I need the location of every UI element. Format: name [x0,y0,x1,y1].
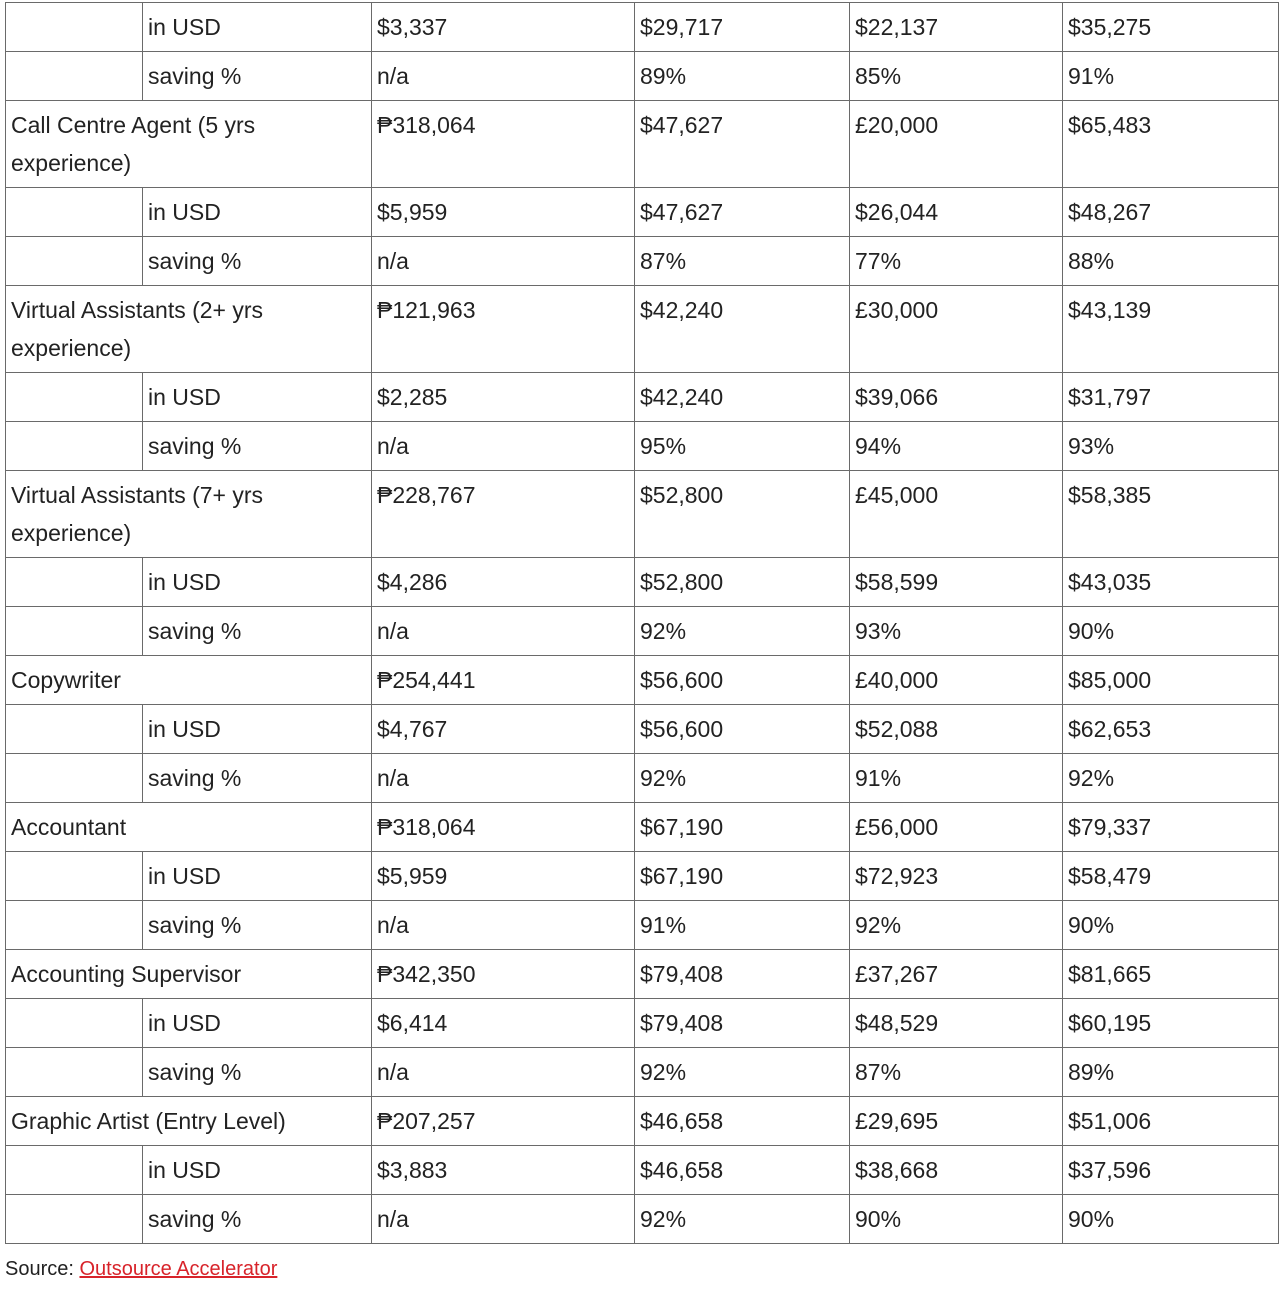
table-row-role [6,1097,1279,1146]
table-row-sub [6,1146,1279,1195]
table-row-role [6,471,1279,558]
role-label-cell: Virtual Assistants (7+ yrs experience) [6,471,372,558]
table-row-sub [6,607,1279,656]
value-cell: $79,337 [1063,803,1279,852]
value-cell: $5,959 [372,852,635,901]
value-cell: $43,035 [1063,558,1279,607]
table-row-sub [6,188,1279,237]
value-cell: $56,600 [635,705,850,754]
sub-label-cell: in USD [143,373,372,422]
value-cell: £40,000 [850,656,1063,705]
table-row-sub [6,237,1279,286]
value-cell: $31,797 [1063,373,1279,422]
value-cell: 87% [850,1048,1063,1097]
value-cell: 77% [850,237,1063,286]
empty-cell [6,754,143,803]
table-row-sub [6,999,1279,1048]
value-cell: 87% [635,237,850,286]
table-row-sub [6,373,1279,422]
value-cell: ₱228,767 [372,471,635,558]
value-cell: ₱121,963 [372,286,635,373]
value-cell: $85,000 [1063,656,1279,705]
value-cell: n/a [372,1195,635,1244]
value-cell: $58,599 [850,558,1063,607]
value-cell: $56,600 [635,656,850,705]
value-cell: $52,088 [850,705,1063,754]
value-cell: $26,044 [850,188,1063,237]
table-row-sub [6,754,1279,803]
table-row-sub [6,3,1279,52]
empty-cell [6,237,143,286]
value-cell: 85% [850,52,1063,101]
value-cell: 94% [850,422,1063,471]
table-row-role [6,803,1279,852]
value-cell: $6,414 [372,999,635,1048]
value-cell: n/a [372,754,635,803]
value-cell: 92% [635,1048,850,1097]
value-cell: 91% [1063,52,1279,101]
value-cell: 92% [850,901,1063,950]
table-row-sub [6,852,1279,901]
value-cell: n/a [372,1048,635,1097]
value-cell: 95% [635,422,850,471]
value-cell: $35,275 [1063,3,1279,52]
value-cell: n/a [372,607,635,656]
role-label-cell: Accounting Supervisor [6,950,372,999]
value-cell: $3,337 [372,3,635,52]
value-cell: £37,267 [850,950,1063,999]
empty-cell [6,901,143,950]
sub-label-cell: saving % [143,754,372,803]
empty-cell [6,188,143,237]
value-cell: ₱318,064 [372,803,635,852]
table-row-sub [6,1195,1279,1244]
value-cell: $46,658 [635,1146,850,1195]
value-cell: $58,479 [1063,852,1279,901]
value-cell: ₱342,350 [372,950,635,999]
value-cell: $52,800 [635,471,850,558]
value-cell: £45,000 [850,471,1063,558]
value-cell: 92% [635,607,850,656]
table-row-role [6,286,1279,373]
table-row-sub [6,52,1279,101]
sub-label-cell: saving % [143,1195,372,1244]
value-cell: $47,627 [635,101,850,188]
source-credit [5,1257,277,1281]
value-cell: $39,066 [850,373,1063,422]
value-cell: 91% [635,901,850,950]
table-row-sub [6,422,1279,471]
value-cell: $60,195 [1063,999,1279,1048]
value-cell: 93% [850,607,1063,656]
empty-cell [6,705,143,754]
value-cell: $29,717 [635,3,850,52]
empty-cell [6,558,143,607]
value-cell: $79,408 [635,950,850,999]
value-cell: 92% [635,754,850,803]
value-cell: ₱207,257 [372,1097,635,1146]
value-cell: $43,139 [1063,286,1279,373]
value-cell: n/a [372,901,635,950]
value-cell: $37,596 [1063,1146,1279,1195]
value-cell: 93% [1063,422,1279,471]
value-cell: $2,285 [372,373,635,422]
empty-cell [6,1146,143,1195]
value-cell: $22,137 [850,3,1063,52]
value-cell: $46,658 [635,1097,850,1146]
value-cell: 90% [1063,1195,1279,1244]
value-cell: 90% [1063,607,1279,656]
value-cell: $79,408 [635,999,850,1048]
table-row-role [6,101,1279,188]
value-cell: $58,385 [1063,471,1279,558]
value-cell: $3,883 [372,1146,635,1195]
value-cell: £30,000 [850,286,1063,373]
sub-label-cell: in USD [143,705,372,754]
empty-cell [6,1048,143,1097]
salary-comparison-table [5,2,1279,1244]
value-cell: 89% [635,52,850,101]
sub-label-cell: saving % [143,1048,372,1097]
role-label-cell: Call Centre Agent (5 yrs experience) [6,101,372,188]
value-cell: $4,767 [372,705,635,754]
source-prefix: Source: [5,1258,80,1280]
table-row-sub [6,1048,1279,1097]
value-cell: $48,267 [1063,188,1279,237]
value-cell: n/a [372,52,635,101]
value-cell: 88% [1063,237,1279,286]
sub-label-cell: in USD [143,188,372,237]
value-cell: $48,529 [850,999,1063,1048]
table-row-role [6,950,1279,999]
value-cell: $67,190 [635,803,850,852]
role-label-cell: Copywriter [6,656,372,705]
sub-label-cell: saving % [143,901,372,950]
value-cell: 92% [1063,754,1279,803]
sub-label-cell: saving % [143,237,372,286]
value-cell: £20,000 [850,101,1063,188]
value-cell: £29,695 [850,1097,1063,1146]
empty-cell [6,852,143,901]
value-cell: $81,665 [1063,950,1279,999]
value-cell: $67,190 [635,852,850,901]
sub-label-cell: in USD [143,558,372,607]
role-label-cell: Virtual Assistants (2+ yrs experience) [6,286,372,373]
source-link[interactable]: Outsource Accelerator [79,1258,278,1280]
role-label-cell: Accountant [6,803,372,852]
empty-cell [6,999,143,1048]
empty-cell [6,52,143,101]
value-cell: £56,000 [850,803,1063,852]
empty-cell [6,422,143,471]
table-row-sub [6,705,1279,754]
value-cell: 89% [1063,1048,1279,1097]
value-cell: 92% [635,1195,850,1244]
value-cell: ₱254,441 [372,656,635,705]
value-cell: 90% [850,1195,1063,1244]
empty-cell [6,373,143,422]
table-body [6,3,1279,1244]
sub-label-cell: in USD [143,999,372,1048]
sub-label-cell: saving % [143,607,372,656]
value-cell: ₱318,064 [372,101,635,188]
value-cell: 90% [1063,901,1279,950]
value-cell: $65,483 [1063,101,1279,188]
value-cell: $38,668 [850,1146,1063,1195]
value-cell: $5,959 [372,188,635,237]
value-cell: $51,006 [1063,1097,1279,1146]
empty-cell [6,1195,143,1244]
sub-label-cell: in USD [143,1146,372,1195]
value-cell: $4,286 [372,558,635,607]
table-row-role [6,656,1279,705]
sub-label-cell: in USD [143,852,372,901]
value-cell: $47,627 [635,188,850,237]
value-cell: n/a [372,422,635,471]
table-row-sub [6,558,1279,607]
role-label-cell: Graphic Artist (Entry Level) [6,1097,372,1146]
empty-cell [6,3,143,52]
value-cell: n/a [372,237,635,286]
value-cell: 91% [850,754,1063,803]
value-cell: $52,800 [635,558,850,607]
sub-label-cell: saving % [143,422,372,471]
sub-label-cell: saving % [143,52,372,101]
value-cell: $72,923 [850,852,1063,901]
empty-cell [6,607,143,656]
table-row-sub [6,901,1279,950]
value-cell: $42,240 [635,373,850,422]
value-cell: $62,653 [1063,705,1279,754]
value-cell: $42,240 [635,286,850,373]
sub-label-cell: in USD [143,3,372,52]
